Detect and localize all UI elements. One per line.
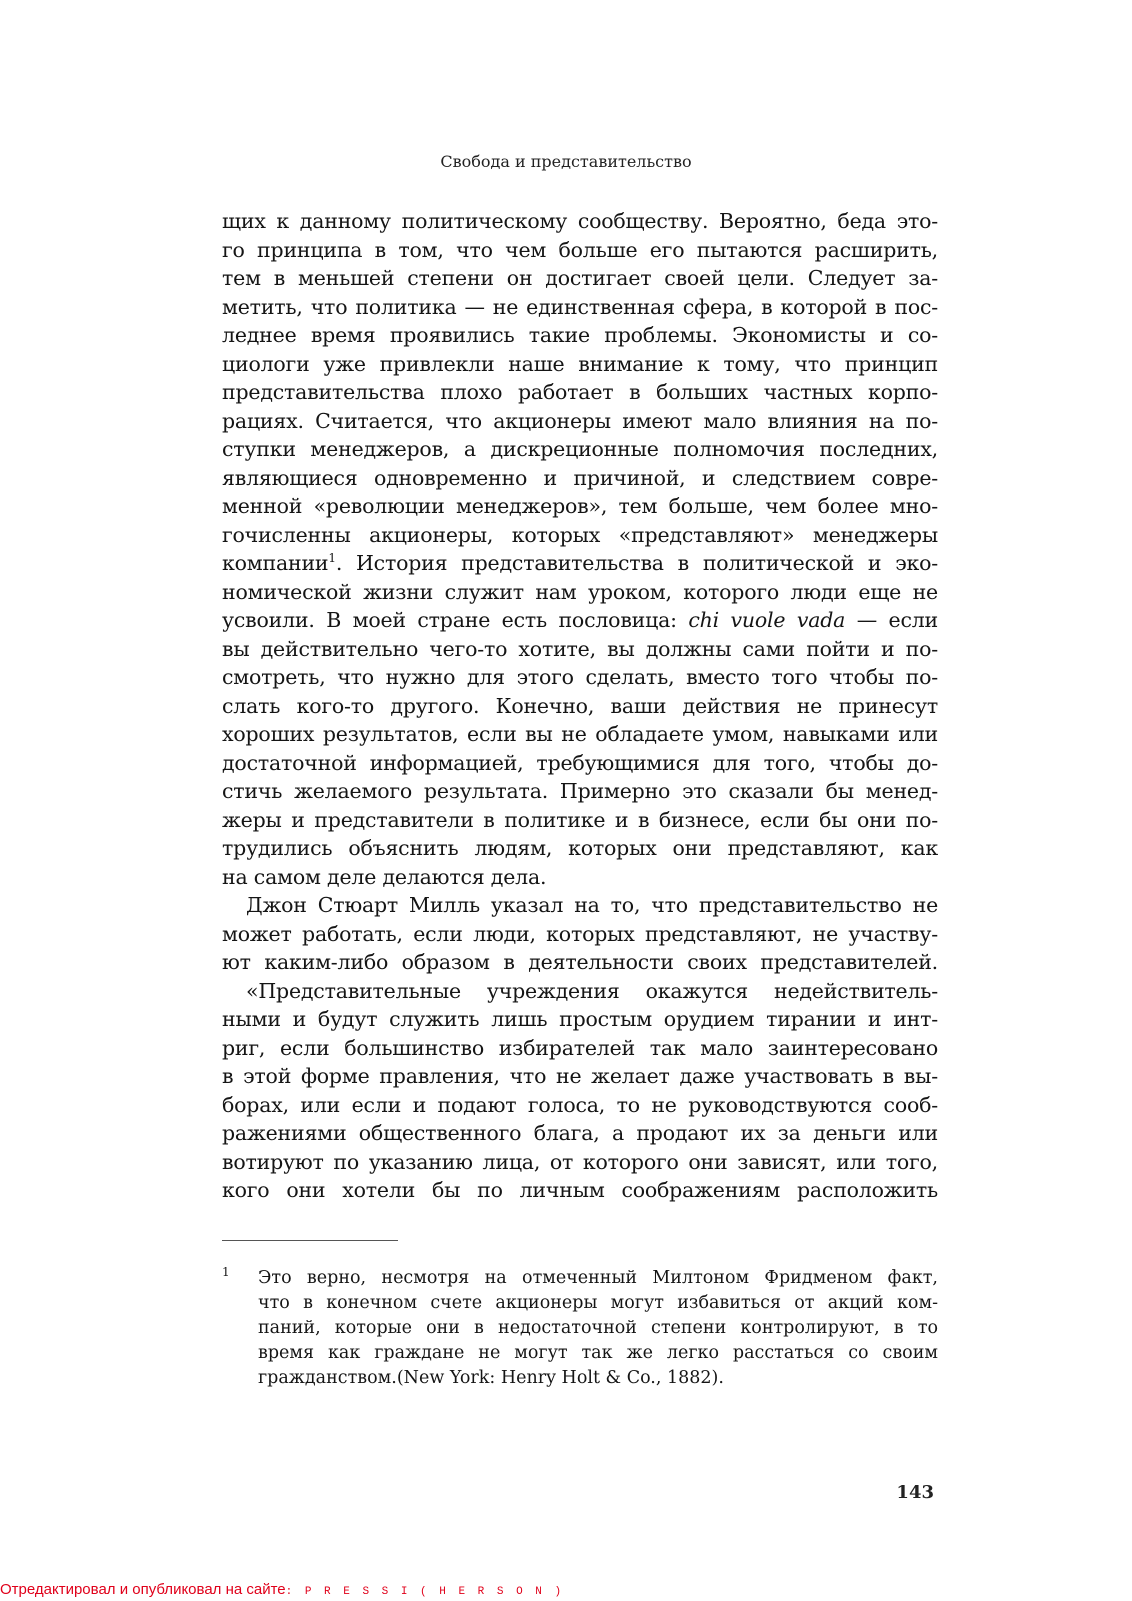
watermark bbox=[0, 1581, 564, 1598]
running-head: Свобода и представительство bbox=[440, 152, 692, 171]
body-line-with-proverb bbox=[222, 606, 938, 635]
quote-line: кого они хотели бы по личным соображениям расположить bbox=[222, 1178, 938, 1202]
watermark-site[interactable]: : P R E S S I ( H E R S O N ) bbox=[285, 1586, 565, 1598]
body-text-segment: — если bbox=[845, 608, 939, 632]
body-line: леднее время проявились такие проблемы. Экономисты и со- bbox=[222, 323, 938, 347]
body-line: го принципа в том, что чем больше его пытаются расширить, bbox=[222, 237, 938, 262]
paragraph-line: ют каким-либо образом в деятельности своих представителей. bbox=[222, 950, 938, 974]
footnote-ref[interactable]: 1 bbox=[328, 551, 336, 566]
body-line: жеры и представители в политике и в бизнесе, если бы они по- bbox=[222, 807, 938, 832]
body-line: представительства плохо работает в больших частных корпо- bbox=[222, 380, 938, 404]
footnote-line: гражданством.(New York: Henry Holt & Co., 1882). bbox=[258, 1368, 724, 1388]
page-number: 143 bbox=[896, 1482, 934, 1503]
proverb-italic: chi vuole vada bbox=[688, 608, 846, 632]
footnote-divider bbox=[222, 1240, 398, 1241]
body-line: достаточной информацией, требующимися для того, чтобы до- bbox=[222, 750, 938, 775]
body-text-segment: . История представительства в политической и эко- bbox=[335, 551, 938, 575]
body-line: слать кого-то другого. Конечно, ваши действия не принесут bbox=[222, 693, 938, 718]
body-line: метить, что политика — не единственная сфера, в которой в пос- bbox=[222, 294, 938, 319]
body-line: циологи уже привлекли наше внимание к тому, что принцип bbox=[222, 351, 938, 376]
body-line: являющиеся одновременно и причиной, и следствием совре- bbox=[222, 465, 938, 490]
body-line: номической жизни служит нам уроком, которого люди еще не bbox=[222, 579, 938, 604]
body-line: вы действительно чего-то хотите, вы должны сами пойти и по- bbox=[222, 636, 938, 661]
footnote-line: время как граждане не могут так же легко расстаться со своим bbox=[258, 1343, 938, 1363]
body-line: гочисленны акционеры, которых «представляют» менеджеры bbox=[222, 522, 938, 547]
footnote-marker: 1 bbox=[222, 1265, 230, 1279]
quote-line: вотируют по указанию лица, от которого они зависят, или того, bbox=[222, 1149, 938, 1174]
body-line: смотреть, что нужно для этого сделать, вместо того чтобы по- bbox=[222, 665, 938, 689]
body-line-with-footnote-ref bbox=[222, 549, 938, 578]
footnote bbox=[222, 1266, 938, 1391]
watermark-text: Отредактировал и опубликовал на сайте bbox=[0, 1581, 286, 1598]
footnote-text bbox=[258, 1266, 938, 1391]
footnote-line: Это верно, несмотря на отмеченный Милтоном Фридменом факт, bbox=[258, 1268, 938, 1288]
footnote-line: что в конечном счете акционеры могут избавиться от акций ком- bbox=[258, 1293, 938, 1313]
body-text-segment: компании bbox=[222, 551, 329, 575]
body-line: стичь желаемого результата. Примерно это сказали бы менед- bbox=[222, 779, 938, 803]
body-line: ступки менеджеров, а дискреционные полномочия последних, bbox=[222, 437, 938, 461]
body-text-segment: усвоили. В моей стране есть пословица: bbox=[222, 608, 689, 632]
quote-line: «Представительные учреждения окажутся недействитель- bbox=[246, 978, 938, 1003]
body-line: трудились объяснить людям, которых они представляют, как bbox=[222, 836, 938, 860]
paragraph-line: может работать, если люди, которых представляют, не участву- bbox=[222, 921, 938, 946]
body-line: менной «революции менеджеров», тем больше, чем более мно- bbox=[222, 494, 938, 518]
quote-line: ражениями общественного блага, а продают их за деньги или bbox=[222, 1121, 938, 1145]
quote-line: в этой форме правления, что не желает даже участвовать в вы- bbox=[222, 1064, 938, 1088]
body-line: рациях. Считается, что акционеры имеют мало влияния на по- bbox=[222, 408, 938, 433]
footnote-line: паний, которые они в недостаточной степени контролируют, в то bbox=[258, 1318, 938, 1338]
quote-line: риг, если большинство избирателей так мало заинтересовано bbox=[222, 1035, 938, 1060]
body-line: хороших результатов, если вы не обладаете умом, навыками или bbox=[222, 722, 938, 746]
body-line: щих к данному политическому сообществу. Вероятно, беда это- bbox=[222, 209, 938, 233]
main-text bbox=[222, 207, 938, 1205]
body-line: тем в меньшей степени он достигает своей цели. Следует за- bbox=[222, 266, 938, 290]
body-line: на самом деле делаются дела. bbox=[222, 864, 547, 889]
quote-line: ными и будут служить лишь простым орудием тирании и инт- bbox=[222, 1007, 938, 1031]
paragraph-line: Джон Стюарт Милль указал на то, что представительство не bbox=[246, 893, 938, 917]
quote-line: борах, или если и подают голоса, то не руководствуются сооб- bbox=[222, 1092, 938, 1117]
